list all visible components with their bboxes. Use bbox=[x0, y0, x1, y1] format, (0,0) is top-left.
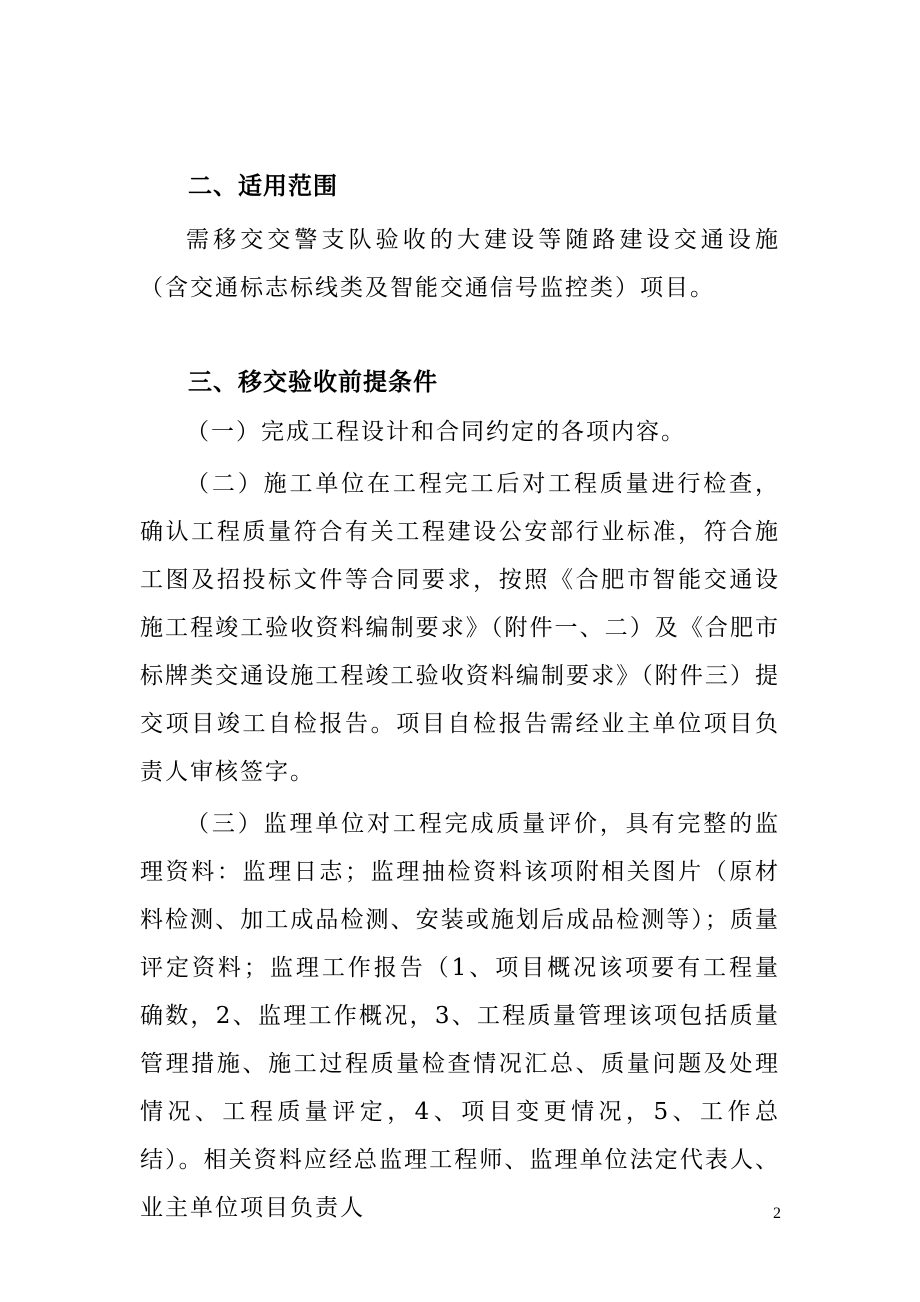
paragraph-precondition-2: （二）施工单位在工程完工后对工程质量进行检查，确认工程质量符合有关工程建设公安部行业标准，符合施工图及招投标文件等合同要求，按照《合肥市智能交通设施工程竣工验收资料编制要求》（附件一、二）及《合肥市标牌类交通设施工程竣工验收资料编制要求》（附件三）提交项目竣工自检报告。项目自检报告需经业主单位项目负责人审核签字。 bbox=[140, 471, 780, 785]
section-heading-preconditions: 三、移交验收前提条件 bbox=[188, 368, 438, 396]
paragraph-scope: 需移交交警支队验收的大建设等随路建设交通设施（含交通标志标线类及智能交通信号监控类）项目。 bbox=[140, 227, 780, 301]
section-spacer bbox=[140, 312, 780, 356]
paragraph-precondition-1: （一）完成工程设计和合同约定的各项内容。 bbox=[186, 419, 686, 445]
page-number: 2 bbox=[773, 1205, 781, 1222]
section-heading-scope: 二、适用范围 bbox=[188, 172, 338, 200]
document-body bbox=[140, 160, 780, 1232]
paragraph-precondition-3: （三）监理单位对工程完成质量评价，具有完整的监理资料：监理日志；监理抽检资料该项附相关图片（原材料检测、加工成品检测、安装或施划后成品检测等）；质量评定资料；监理工作报告（1、项目概况该项要有工程量确数，2、监理工作概况，3、工程质量管理该项包括质量管理措施、施工过程质量检查情况汇总、质量问题及处理情况、工程质量评定，4、项目变更情况，5、工作总结）。相关资料应经总监理工程师、监理单位法定代表人、业主单位项目负责人 bbox=[140, 811, 780, 1221]
